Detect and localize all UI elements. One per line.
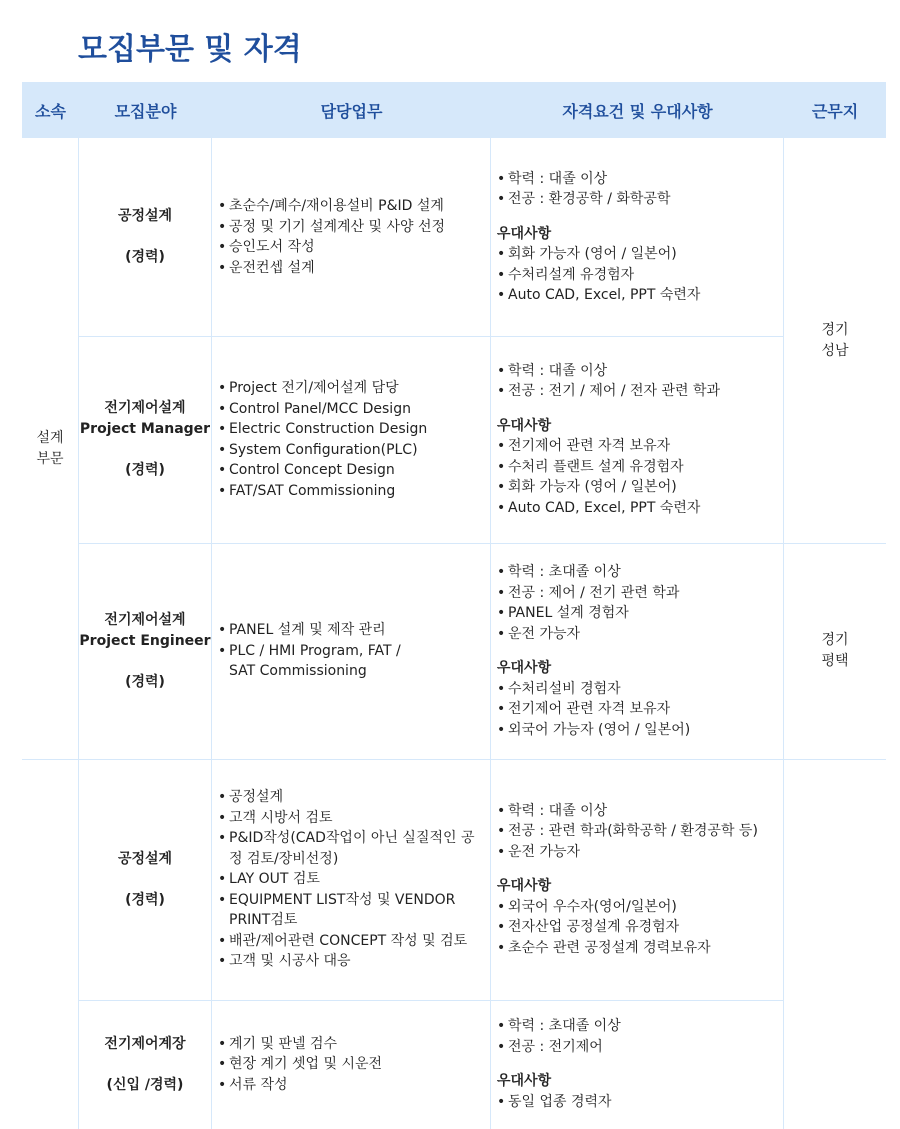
table-row <box>79 1000 886 1129</box>
preference-item: • Auto CAD, Excel, PPT 숙련자 <box>497 285 700 306</box>
duty-item: • Control Concept Design <box>218 460 427 481</box>
preference-list <box>497 1092 621 1113</box>
header-dept: 소속 <box>35 101 66 121</box>
row-divider <box>22 759 886 760</box>
preference-item: • 초순수 관련 공정설계 경력보유자 <box>497 938 758 959</box>
field-name: 전기제어설계 <box>104 611 186 628</box>
duty-item: • 배관/제어관련 CONCEPT 작성 및 검토 <box>218 931 480 952</box>
preference-item: • 회화 가능자 (영어 / 일본어) <box>497 244 700 265</box>
field-type: (경력) <box>125 673 165 690</box>
dept-cell <box>22 138 79 759</box>
field-cell <box>79 1000 212 1129</box>
field-name: 전기제어계장 <box>104 1035 186 1052</box>
preference-item: • 수처리설계 유경험자 <box>497 265 700 286</box>
table-row <box>79 336 886 543</box>
row-divider <box>79 543 886 544</box>
requirement-item: • 전공 : 환경공학 / 화학공학 <box>497 189 700 210</box>
duty-cell <box>212 138 491 336</box>
preference-item: • 외국어 우수자(영어/일본어) <box>497 897 758 918</box>
preference-title: 우대사항 <box>497 417 552 434</box>
preference-list <box>497 436 720 518</box>
requirement-item: • 학력 : 대졸 이상 <box>497 801 758 822</box>
preference-item: • Auto CAD, Excel, PPT 숙련자 <box>497 498 720 519</box>
duty-item: • P&ID작성(CAD작업이 아닌 실질적인 공정 검토/장비선정) <box>218 828 480 869</box>
requirement-item: • 전공 : 전기제어 <box>497 1037 621 1058</box>
location-label: 경기 성남 <box>821 321 849 359</box>
dept-label: 설계 부문 <box>36 429 64 467</box>
duty-item: • Control Panel/MCC Design <box>218 399 427 420</box>
duty-item: • 승인도서 작성 <box>218 237 445 258</box>
duty-cell <box>212 543 491 759</box>
dept-cell <box>22 759 79 1129</box>
field-role: Project Manager <box>79 421 211 437</box>
duty-list <box>218 620 418 682</box>
requirement-item: • 전공 : 관련 학과(화학공학 / 환경공학 등) <box>497 821 758 842</box>
table-row <box>79 138 886 336</box>
duty-item: • 고객 및 시공사 대응 <box>218 951 480 972</box>
duty-list <box>218 196 445 278</box>
field-cell <box>79 543 212 759</box>
table-header <box>22 82 886 138</box>
qual-cell <box>491 543 784 759</box>
page-title: 모집부문 및 자격 <box>78 32 302 67</box>
row-divider <box>79 336 784 337</box>
field-name: 전기제어설계 <box>104 400 186 416</box>
header-qual: 자격요건 및 우대사항 <box>562 101 713 121</box>
preference-title: 우대사항 <box>497 660 552 676</box>
preference-item: • 외국어 가능자 (영어 / 일본어) <box>497 720 690 741</box>
requirement-item: • 운전 가능자 <box>497 842 758 863</box>
qual-cell <box>491 759 784 1000</box>
duty-cell <box>212 759 491 1000</box>
preference-item: • 전자산업 공정설계 유경험자 <box>497 917 758 938</box>
preference-list <box>497 244 700 306</box>
field-cell <box>79 759 212 1000</box>
preference-list <box>497 679 690 741</box>
duty-item: • 계기 및 판넬 검수 <box>218 1034 382 1055</box>
requirement-item: • 학력 : 대졸 이상 <box>497 169 700 190</box>
preference-item: • 전기제어 관련 자격 보유자 <box>497 699 690 720</box>
duty-item: • 공정 및 기기 설계계산 및 사양 선정 <box>218 217 445 238</box>
field-name: 공정설계 <box>117 850 173 867</box>
requirement-list <box>497 562 690 644</box>
duty-item: • EQUIPMENT LIST작성 및 VENDOR PRINT검토 <box>218 890 480 931</box>
header-location: 근무지 <box>811 101 859 121</box>
duty-item: • 고객 시방서 검토 <box>218 808 480 829</box>
requirement-item: • 학력 : 초대졸 이상 <box>497 1016 621 1037</box>
duty-item: • PLC / HMI Program, FAT / SAT Commissioning <box>218 641 418 682</box>
duty-item: • 공정설계 <box>218 787 480 808</box>
requirement-list <box>497 1016 621 1057</box>
field-type: (경력) <box>125 249 165 265</box>
field-cell <box>79 138 212 336</box>
preference-title: 우대사항 <box>497 225 552 242</box>
field-name: 공정설계 <box>117 208 173 224</box>
field-type: (신입 /경력) <box>106 1076 184 1093</box>
qual-cell <box>491 1000 784 1129</box>
duty-item: • 서류 작성 <box>218 1075 382 1096</box>
requirement-item: • PANEL 설계 경험자 <box>497 603 690 624</box>
qual-cell <box>491 336 784 543</box>
duty-item: • 초순수/폐수/재이용설비 P&ID 설계 <box>218 196 445 217</box>
duty-item: • 현장 계기 셋업 및 시운전 <box>218 1054 382 1075</box>
duty-list <box>218 787 480 972</box>
table-row <box>79 759 886 1000</box>
duty-item: • Electric Construction Design <box>218 419 427 440</box>
preference-item: • 회화 가능자 (영어 / 일본어) <box>497 477 720 498</box>
preference-item: • 전기제어 관련 자격 보유자 <box>497 436 720 457</box>
preference-title: 우대사항 <box>497 1073 552 1089</box>
duty-item: • PANEL 설계 및 제작 관리 <box>218 620 418 641</box>
header-field: 모집분야 <box>114 101 177 121</box>
header-duty: 담당업무 <box>320 101 383 121</box>
duty-cell <box>212 1000 491 1129</box>
duty-item: • 운전컨셉 설계 <box>218 258 445 279</box>
duty-item: • Project 전기/제어설계 담당 <box>218 378 427 399</box>
field-type: (경력) <box>125 462 165 478</box>
duty-item: • System Configuration(PLC) <box>218 440 427 461</box>
preference-item: • 동일 업종 경력자 <box>497 1092 621 1113</box>
requirement-list <box>497 169 700 210</box>
preference-title: 우대사항 <box>497 878 552 895</box>
duty-list <box>218 378 427 501</box>
field-type: (경력) <box>125 891 165 908</box>
requirement-item: • 운전 가능자 <box>497 624 690 645</box>
location-label: 경기 평택 <box>821 632 849 669</box>
row-divider <box>79 1000 784 1001</box>
qual-cell <box>491 138 784 336</box>
requirement-item: • 학력 : 초대졸 이상 <box>497 562 690 583</box>
requirement-item: • 전공 : 전기 / 제어 / 전자 관련 학과 <box>497 381 720 402</box>
duty-item: • LAY OUT 검토 <box>218 869 480 890</box>
duty-cell <box>212 336 491 543</box>
preference-item: • 수처리설비 경험자 <box>497 679 690 700</box>
duty-item: • FAT/SAT Commissioning <box>218 481 427 502</box>
preference-list <box>497 897 758 959</box>
duty-list <box>218 1034 382 1096</box>
table-body <box>22 138 886 1129</box>
field-cell <box>79 336 212 543</box>
requirement-list <box>497 361 720 402</box>
requirement-item: • 학력 : 대졸 이상 <box>497 361 720 382</box>
field-role: Project Engineer <box>79 632 211 649</box>
requirement-list <box>497 801 758 863</box>
table-row <box>79 543 886 759</box>
preference-item: • 수처리 플랜트 설계 유경험자 <box>497 457 720 478</box>
recruitment-table <box>22 82 886 1129</box>
requirement-item: • 전공 : 제어 / 전기 관련 학과 <box>497 583 690 604</box>
